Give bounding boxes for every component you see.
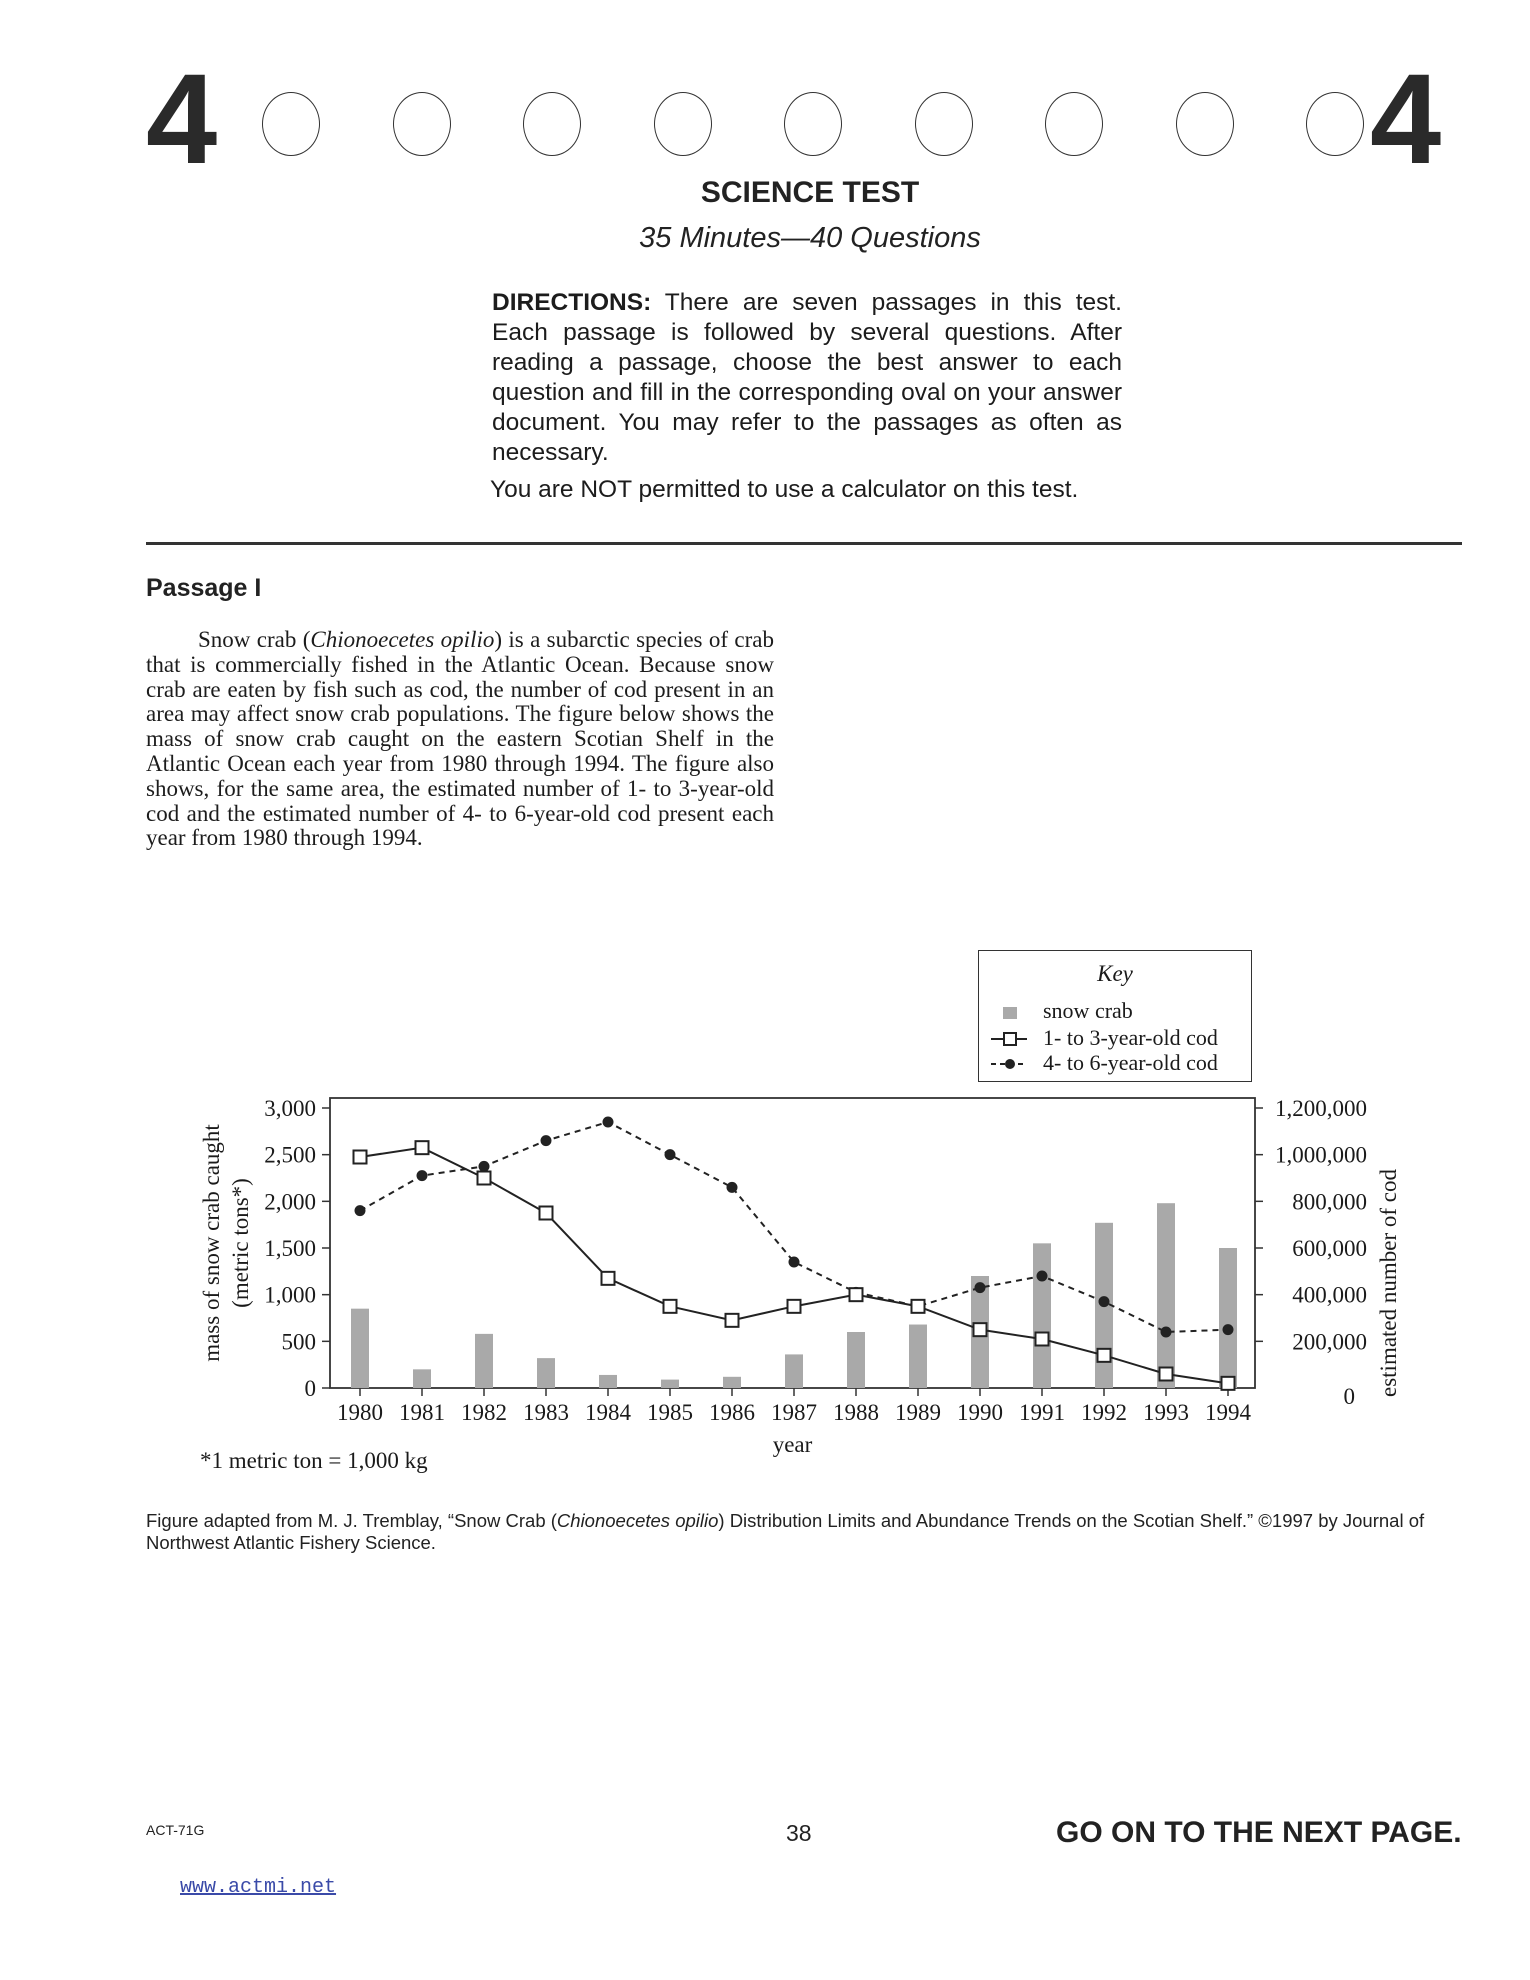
section-number-right: 4 <box>1370 48 1442 191</box>
passage-text-after: ) is a subarctic species of crab that is commercially fished in the Atlantic Ocean. Because snow crab are eaten by fish such as cod, the number of cod present in an area may affect snow crab populations. The figure below shows the mass of snow crab caught on the eastern Scotian Shelf in the Atlantic Ocean each year from 1980 through 1994. The figure also shows, for the same area, the estimated number of 1- to 3-year-old cod and the estimated number of 4- to 6-year-old cod present each year from 1980 through 1994. <box>146 627 774 851</box>
young-cod-point <box>726 1314 739 1327</box>
y-left-tick-label: 1,000 <box>264 1282 316 1308</box>
test-subtitle: 35 Minutes—40 Questions <box>639 222 981 254</box>
x-tick-label: 1986 <box>709 1400 755 1425</box>
plot-frame <box>330 1098 1255 1388</box>
directions-text: There are seven passages in this test. Each passage is followed by several questions. After reading a passage, choose the best answer to each question and fill in the corresponding oval on your answer document. You may refer to the passages as often as necessary. <box>492 289 1122 466</box>
key-label-snow-crab: snow crab <box>1043 998 1133 1023</box>
old-cod-point <box>727 1182 738 1193</box>
next-page-notice: GO ON TO THE NEXT PAGE. <box>1056 1816 1462 1849</box>
calculator-note: You are NOT permitted to use a calculator on this test. <box>490 476 1079 503</box>
section-number-left: 4 <box>146 48 218 191</box>
y-left-tick-label: 3,000 <box>264 1096 316 1121</box>
key-marker-young-cod <box>1004 1033 1016 1045</box>
x-axis-title: year <box>772 1432 813 1457</box>
key-title: Key <box>1097 961 1133 986</box>
x-tick-label: 1981 <box>399 1400 445 1425</box>
directions-label: DIRECTIONS: <box>492 289 652 316</box>
x-tick-label: 1983 <box>523 1400 569 1425</box>
page-number: 38 <box>786 1820 812 1846</box>
y-right-axis-title: estimated number of cod <box>1376 1168 1401 1398</box>
old-cod-point <box>789 1257 800 1268</box>
young-cod-point <box>1036 1333 1049 1346</box>
old-cod-point <box>1223 1324 1234 1335</box>
old-cod-point <box>603 1117 614 1128</box>
old-cod-point <box>1037 1271 1048 1282</box>
old-cod-point <box>1161 1327 1172 1338</box>
credit-before: Figure adapted from M. J. Tremblay, “Snow Crab ( <box>146 1510 557 1531</box>
chart-footnote: *1 metric ton = 1,000 kg <box>200 1448 428 1473</box>
young-cod-point <box>1160 1368 1173 1381</box>
young-cod-point <box>850 1288 863 1301</box>
credit-species: Chionoecetes opilio <box>556 1510 719 1531</box>
old-cod-point <box>1099 1296 1110 1307</box>
y-left-tick-label: 2,500 <box>264 1142 316 1168</box>
x-tick-label: 1989 <box>895 1400 941 1425</box>
bar-snow-crab <box>599 1375 617 1388</box>
chart-key <box>978 950 1252 1082</box>
young-cod-point <box>478 1172 491 1185</box>
old-cod-point <box>541 1135 552 1146</box>
bar-snow-crab <box>1219 1248 1237 1388</box>
species-name: Chionoecetes opilio <box>310 627 495 652</box>
young-cod-point <box>664 1300 677 1313</box>
x-tick-label: 1988 <box>833 1400 879 1425</box>
young-cod-point <box>540 1207 553 1220</box>
x-tick-label: 1985 <box>647 1400 693 1425</box>
y-left-axis-subtitle: (metric tons*) <box>228 1178 253 1308</box>
young-cod-point <box>912 1300 925 1313</box>
test-title: SCIENCE TEST <box>700 176 920 209</box>
old-cod-point <box>479 1161 490 1172</box>
y-right-tick-label: 1,000,000 <box>1275 1142 1367 1168</box>
young-cod-point <box>1222 1377 1235 1390</box>
passage-title: Passage I <box>146 574 262 602</box>
y-left-tick-label: 0 <box>304 1376 316 1401</box>
y-right-tick-label: 0 <box>1343 1384 1355 1409</box>
bar-snow-crab <box>1157 1203 1175 1388</box>
young-cod-point <box>1098 1349 1111 1362</box>
y-right-tick-label: 200,000 <box>1292 1329 1367 1355</box>
x-tick-label: 1990 <box>957 1400 1003 1425</box>
figure-credit <box>146 1510 1466 1554</box>
young-cod-point <box>974 1323 987 1336</box>
form-code: ACT-71G <box>146 1822 205 1838</box>
key-swatch-snow-crab <box>1003 1007 1017 1019</box>
x-tick-label: 1993 <box>1143 1400 1189 1425</box>
bar-snow-crab <box>847 1332 865 1388</box>
passage-text-before: Snow crab ( <box>198 627 311 652</box>
old-cod-point <box>975 1282 986 1293</box>
y-right-tick-label: 400,000 <box>1292 1282 1367 1308</box>
x-tick-label: 1980 <box>337 1400 383 1425</box>
x-tick-label: 1991 <box>1019 1400 1065 1425</box>
young-cod-point <box>416 1141 429 1154</box>
website-link[interactable]: www.actmi.net <box>180 1876 337 1899</box>
bar-snow-crab <box>537 1358 555 1388</box>
x-tick-label: 1987 <box>771 1400 817 1425</box>
x-tick-label: 1994 <box>1205 1400 1251 1425</box>
x-tick-label: 1992 <box>1081 1400 1127 1425</box>
y-left-tick-label: 500 <box>281 1329 316 1355</box>
bar-snow-crab <box>475 1334 493 1388</box>
young-cod-point <box>788 1300 801 1313</box>
y-right-tick-label: 800,000 <box>1292 1189 1367 1215</box>
bar-snow-crab <box>413 1369 431 1388</box>
bar-snow-crab <box>661 1380 679 1388</box>
x-tick-label: 1984 <box>585 1400 631 1425</box>
key-label-young-cod: 1- to 3-year-old cod <box>1043 1025 1218 1050</box>
y-left-axis-title: mass of snow crab caught <box>199 1124 224 1362</box>
old-cod-point <box>355 1205 366 1216</box>
key-label-old-cod: 4- to 6-year-old cod <box>1043 1050 1218 1075</box>
bar-snow-crab <box>723 1377 741 1388</box>
bar-snow-crab <box>909 1325 927 1388</box>
old-cod-point <box>665 1149 676 1160</box>
y-right-tick-label: 600,000 <box>1292 1236 1367 1261</box>
old-cod-point <box>417 1170 428 1181</box>
young-cod-point <box>602 1272 615 1285</box>
credit-after: ) Distribution Limits and Abundance Trends on the Scotian Shelf.” ©1997 by Journal of Northwest Atlantic Fishery Science. <box>146 1510 1425 1553</box>
young-cod-point <box>354 1151 367 1164</box>
bar-snow-crab <box>351 1309 369 1388</box>
y-right-tick-label: 1,200,000 <box>1275 1096 1367 1121</box>
x-tick-label: 1982 <box>461 1400 507 1425</box>
y-left-tick-label: 1,500 <box>264 1236 316 1261</box>
y-left-tick-label: 2,000 <box>264 1189 316 1215</box>
key-marker-old-cod <box>1005 1059 1015 1069</box>
bar-snow-crab <box>785 1354 803 1388</box>
bar-snow-crab <box>1033 1243 1051 1388</box>
